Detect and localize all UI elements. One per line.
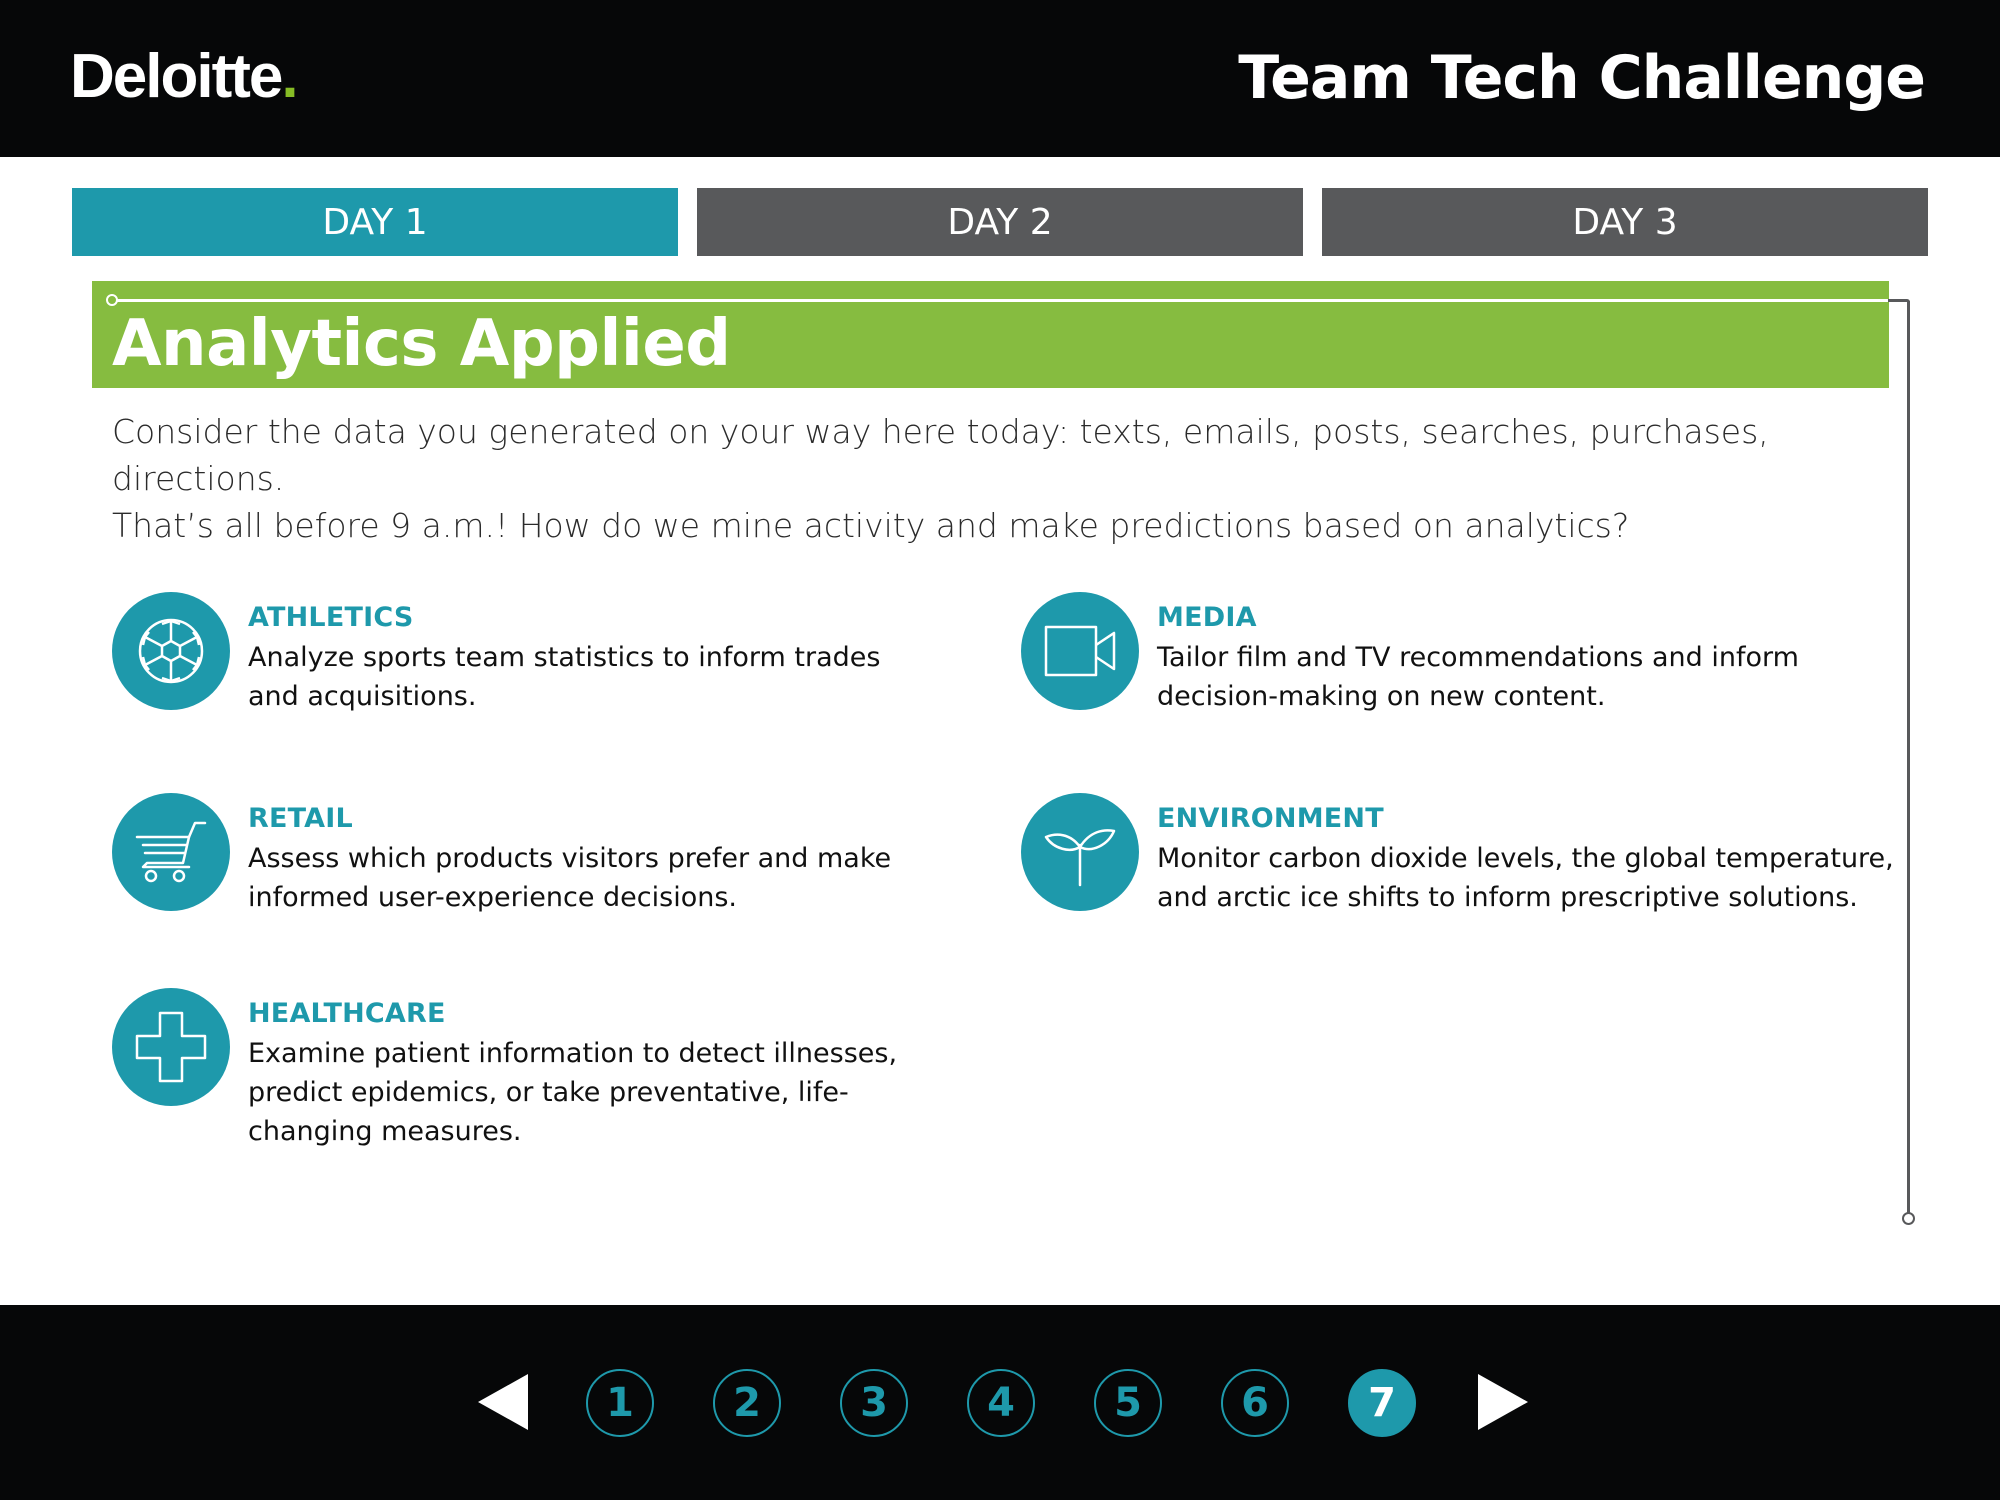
category-heading: HEALTHCARE bbox=[248, 998, 446, 1029]
category-description: Tailor film and TV recommendations and inform decision-making on new content. bbox=[1157, 642, 1799, 712]
next-arrow-icon[interactable] bbox=[1474, 1372, 1530, 1432]
medical-cross-icon bbox=[112, 988, 230, 1106]
page-button-6[interactable]: 6 bbox=[1221, 1369, 1289, 1437]
intro-text bbox=[112, 408, 1892, 549]
intro-line-2: That’s all before 9 a.m.! How do we mine activity and make predictions based on analytics? bbox=[112, 506, 1630, 545]
shopping-cart-icon bbox=[112, 793, 230, 911]
page-button-7[interactable]: 7 bbox=[1348, 1369, 1416, 1437]
tab-day-1[interactable]: DAY 1 bbox=[72, 188, 678, 256]
category-description: Examine patient information to detect illnesses, predict epidemics, or take preventative, life-changing measures. bbox=[248, 1038, 898, 1147]
frame-right-rule bbox=[1907, 301, 1910, 1216]
logo-dot: . bbox=[281, 42, 297, 111]
sprout-icon bbox=[1021, 793, 1139, 911]
deloitte-logo bbox=[70, 42, 297, 112]
category-heading: ENVIRONMENT bbox=[1157, 803, 1384, 834]
page-button-5[interactable]: 5 bbox=[1094, 1369, 1162, 1437]
section-title: Analytics Applied bbox=[112, 307, 731, 381]
soccer-ball-icon bbox=[112, 592, 230, 710]
previous-arrow-icon[interactable] bbox=[476, 1372, 532, 1432]
category-description: Analyze sports team statistics to inform trades and acquisitions. bbox=[248, 642, 881, 712]
page-button-1[interactable]: 1 bbox=[586, 1369, 654, 1437]
page-button-3[interactable]: 3 bbox=[840, 1369, 908, 1437]
category-description: Monitor carbon dioxide levels, the global temperature, and arctic ice shifts to inform prescriptive solutions. bbox=[1157, 843, 1894, 913]
tab-day-3[interactable]: DAY 3 bbox=[1322, 188, 1928, 256]
category-heading: MEDIA bbox=[1157, 602, 1257, 633]
page-button-2[interactable]: 2 bbox=[713, 1369, 781, 1437]
page-button-4[interactable]: 4 bbox=[967, 1369, 1035, 1437]
intro-line-1: Consider the data you generated on your way here today: texts, emails, posts, searches, purchases, directions. bbox=[112, 412, 1769, 498]
logo-text: Deloitte bbox=[70, 42, 282, 111]
category-description: Assess which products visitors prefer and make informed user-experience decisions. bbox=[248, 843, 892, 913]
category-heading: RETAIL bbox=[248, 803, 353, 834]
category-heading: ATHLETICS bbox=[248, 602, 414, 633]
tab-day-2[interactable]: DAY 2 bbox=[697, 188, 1303, 256]
video-camera-icon bbox=[1021, 592, 1139, 710]
app-title: Team Tech Challenge bbox=[1238, 43, 1925, 113]
frame-end-dot bbox=[1902, 1212, 1915, 1225]
